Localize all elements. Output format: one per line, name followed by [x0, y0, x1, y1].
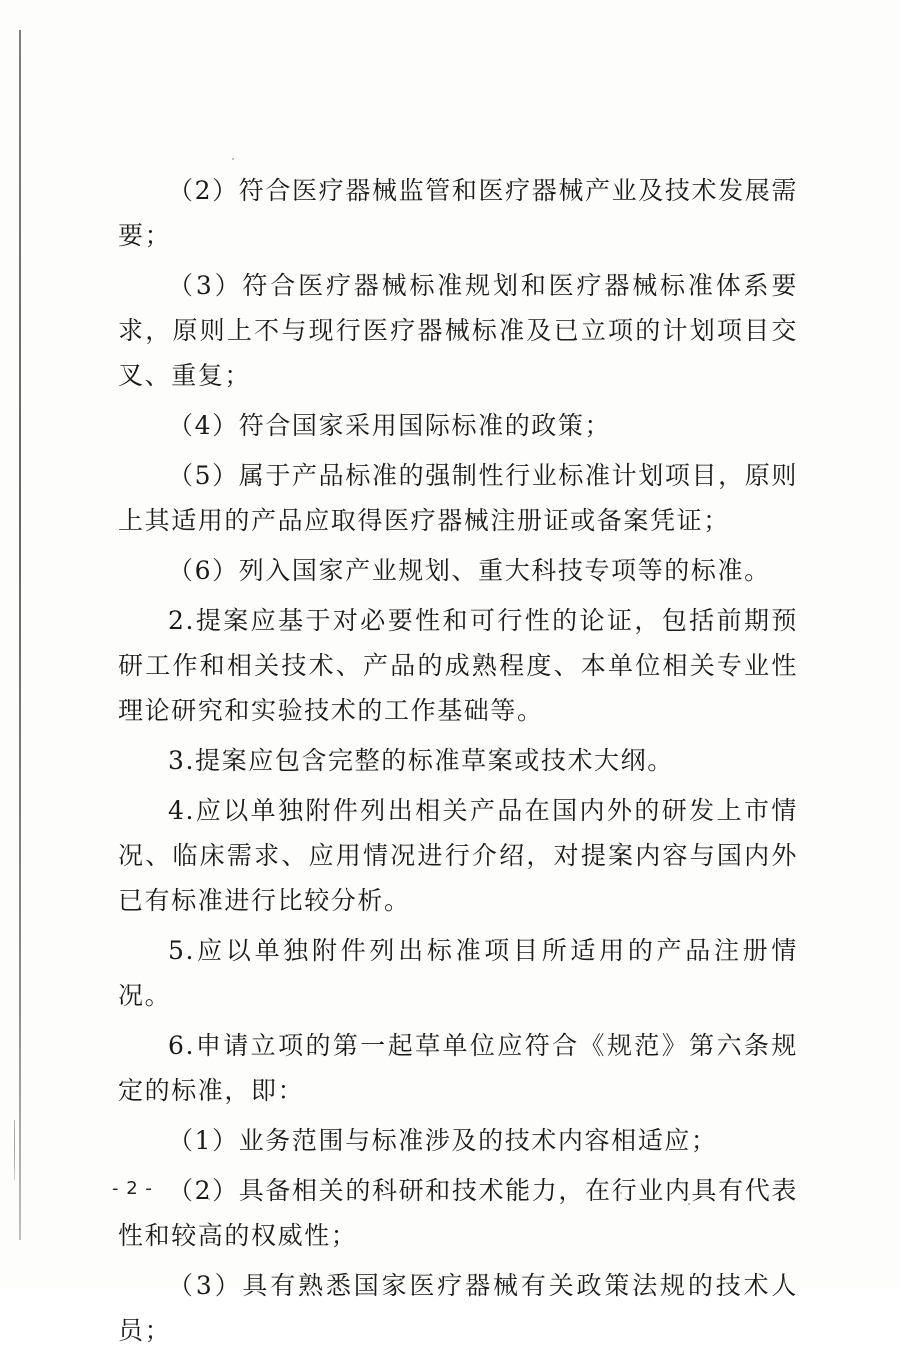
paragraph-clause-6: 6.申请立项的第一起草单位应符合《规范》第六条规定的标准，即： [118, 1031, 798, 1105]
scan-speck [232, 158, 234, 160]
binding-edge-mark [14, 1120, 15, 1180]
paragraph-clause-2: 2.提案应基于对必要性和可行性的论证，包括前期预研工作和相关技术、产品的成熟程度、本单位相关专业性理论研究和实验技术的工作基础等。 [118, 606, 798, 725]
paragraph-item-5: （5）属于产品标准的强制性行业标准计划项目，原则上其适用的产品应取得医疗器械注册证或备案凭证； [118, 461, 798, 535]
paragraph-clause-5: 5.应以单独附件列出标准项目所适用的产品注册情况。 [118, 936, 798, 1010]
paragraph-item-4: （4）符合国家采用国际标准的政策； [168, 411, 612, 440]
paragraph-subitem-2: （2）具备相关的科研和技术能力，在行业内具有代表性和较高的权威性； [118, 1176, 798, 1250]
document-body [118, 168, 798, 1358]
page-number: - 2 - [112, 1178, 153, 1199]
paragraph-clause-3: 3.提案应包含完整的标准草案或技术大纲。 [168, 746, 674, 775]
paragraph-item-2: （2）符合医疗器械监管和医疗器械产业及技术发展需要； [118, 176, 798, 250]
paragraph-item-6: （6）列入国家产业规划、重大科技专项等的标准。 [168, 556, 771, 585]
paragraph-item-3: （3）符合医疗器械标准规划和医疗器械标准体系要求，原则上不与现行医疗器械标准及已立项的计划项目交叉、重复； [118, 271, 798, 390]
paragraph-subitem-1: （1）业务范围与标准涉及的技术内容相适应； [168, 1126, 718, 1155]
paragraph-clause-4: 4.应以单独附件列出相关产品在国内外的研发上市情况、临床需求、应用情况进行介绍，对提案内容与国内外已有标准进行比较分析。 [118, 796, 798, 915]
paragraph-subitem-3: （3）具有熟悉国家医疗器械有关政策法规的技术人员； [118, 1271, 798, 1345]
binding-edge-line [19, 30, 21, 1240]
